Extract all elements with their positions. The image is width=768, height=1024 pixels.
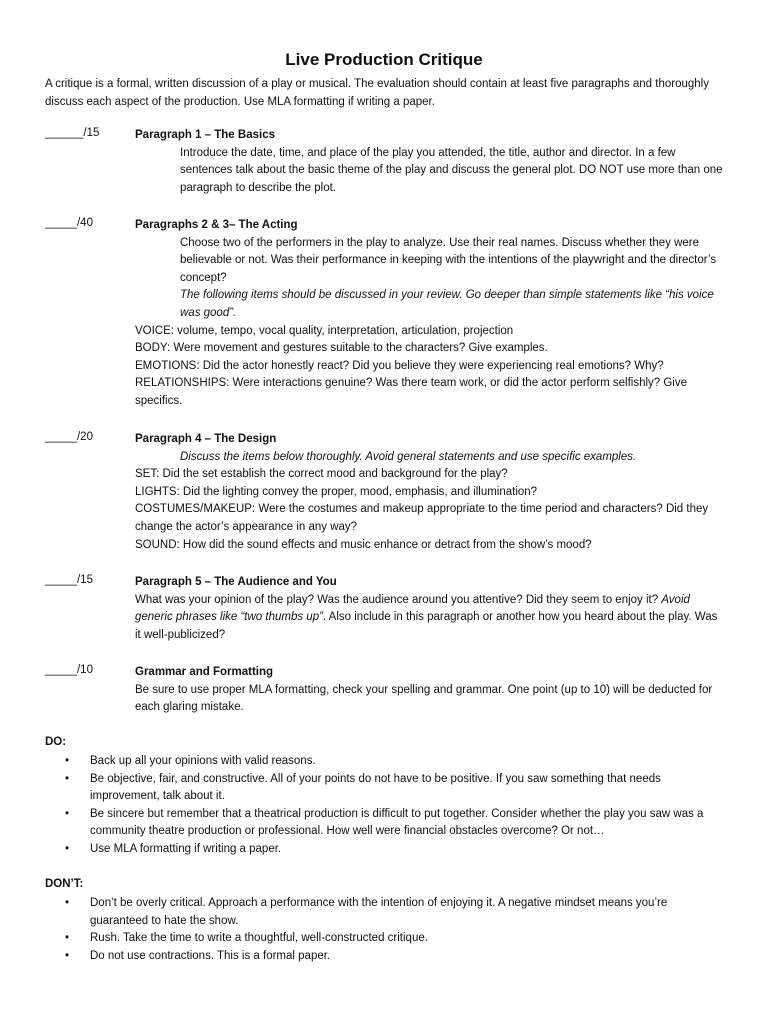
list-item-text: Use MLA formatting if writing a paper. <box>90 842 282 855</box>
section-body <box>135 664 725 717</box>
list-item <box>45 841 725 859</box>
score-blank: _____/40 <box>45 217 93 229</box>
score-blank: _____/20 <box>45 431 93 443</box>
section-text: Choose two of the performers in the play to analyze. Use their real names. Discuss whether they were believable or not. Was their performance in keeping with the intentions of the playwright and the director’s concept? <box>180 236 717 284</box>
bullet-icon: • <box>65 755 70 767</box>
section-text <box>135 592 725 645</box>
bullet-icon: • <box>65 807 70 820</box>
section-body <box>135 574 725 644</box>
text-italic: Avoid generic phrases like “two thumbs up” <box>135 593 690 624</box>
list-item <box>45 753 725 771</box>
section-heading: Grammar and Formatting <box>135 666 274 678</box>
section-heading: Paragraph 4 – The Design <box>135 433 277 445</box>
section-heading: Paragraphs 2 & 3– The Acting <box>135 219 298 231</box>
intro-paragraph: A critique is a formal, written discussion of a play or musical. The evaluation should contain at least five paragraphs and thoroughly discuss each aspect of the production. Use MLA formatting if writing a paper. <box>45 78 709 108</box>
list-item-text: Rush. Take the time to write a thoughtful, well-constructed critique. <box>90 932 428 945</box>
list-item <box>45 806 725 841</box>
criteria-line-relationships: RELATIONSHIPS: Were interactions genuine? Was there team work, or did the actor perform selfishly? Give specifics. <box>135 377 688 407</box>
list-item-text: Do not use contractions. This is a formal paper. <box>90 949 331 962</box>
list-item <box>45 771 725 806</box>
bullet-icon: • <box>65 932 70 945</box>
do-list <box>45 753 725 859</box>
section-italic-note: Discuss the items below thoroughly. Avoid general statements and use specific examples. <box>180 450 637 463</box>
criteria-line-emotions: EMOTIONS: Did the actor honestly react? Did you believe they were experiencing real emotions? Why? <box>135 359 664 372</box>
dont-list <box>45 895 725 965</box>
list-item-text: Don’t be overly critical. Approach a performance with the intention of enjoying it. A negative mindset means you’re guaranteed to hate the show. <box>90 897 668 927</box>
score-blank: _____/15 <box>45 574 93 586</box>
bullet-icon: • <box>65 772 70 785</box>
section-italic-note: The following items should be discussed in your review. Go deeper than simple statements like “his voice was good”. <box>180 289 714 319</box>
section-body <box>135 431 725 554</box>
do-heading: DO: <box>45 736 67 748</box>
list-item-text: Back up all your opinions with valid reasons. <box>90 755 316 767</box>
text-plain: What was your opinion of the play? Was the audience around you attentive? Did they seem to enjoy it? <box>135 593 659 606</box>
list-item-text: Be sincere but remember that a theatrical production is difficult to put together. Consider whether the play you saw was a community theatre production or professional. How well were financial obstacles overcome? Or not… <box>90 807 704 838</box>
section-text: Be sure to use proper MLA formatting, check your spelling and grammar. One point (up to 10) will be deducted for each glaring mistake. <box>135 683 713 714</box>
section-heading: Paragraph 1 – The Basics <box>135 129 275 141</box>
bullet-icon: • <box>65 842 70 855</box>
score-blank: ______/15 <box>45 127 100 139</box>
criteria-line-costumes: COSTUMES/MAKEUP: Were the costumes and makeup appropriate to the time period and characters? Did they change the actor’s appearance in any way? <box>135 503 709 533</box>
section-text: Introduce the date, time, and place of the play you attended, the title, author and director. In a few sentences talk about the basic theme of the play and discuss the general plot. DO NOT use more than one paragraph to describe the plot. <box>180 146 723 194</box>
dont-heading: DON’T: <box>45 878 84 890</box>
list-item <box>45 895 725 930</box>
list-item <box>45 948 725 966</box>
bullet-icon: • <box>65 897 70 909</box>
section-heading: Paragraph 5 – The Audience and You <box>135 576 337 588</box>
list-item-text: Be objective, fair, and constructive. All of your points do not have to be positive. If you saw something that needs improvement, talk about it. <box>90 772 661 803</box>
criteria-line-body: BODY: Were movement and gestures suitable to the characters? Give examples. <box>135 342 548 355</box>
page-title: Live Production Critique <box>285 50 483 69</box>
criteria-line-lights: LIGHTS: Did the lighting convey the proper, mood, emphasis, and illumination? <box>135 485 538 498</box>
bullet-icon: • <box>65 949 70 962</box>
section-body <box>135 217 725 411</box>
text-plain: . Also include in this paragraph or another how you heard about the play. Was it well-publicized? <box>135 611 718 641</box>
criteria-line-sound: SOUND: How did the sound effects and music enhance or detract from the show’s mood? <box>135 538 592 551</box>
list-item <box>45 930 725 948</box>
criteria-line-voice: VOICE: volume, tempo, vocal quality, interpretation, articulation, projection <box>135 324 514 337</box>
criteria-line-set: SET: Did the set establish the correct mood and background for the play? <box>135 468 508 481</box>
section-body <box>135 127 725 197</box>
score-blank: _____/10 <box>45 664 93 676</box>
